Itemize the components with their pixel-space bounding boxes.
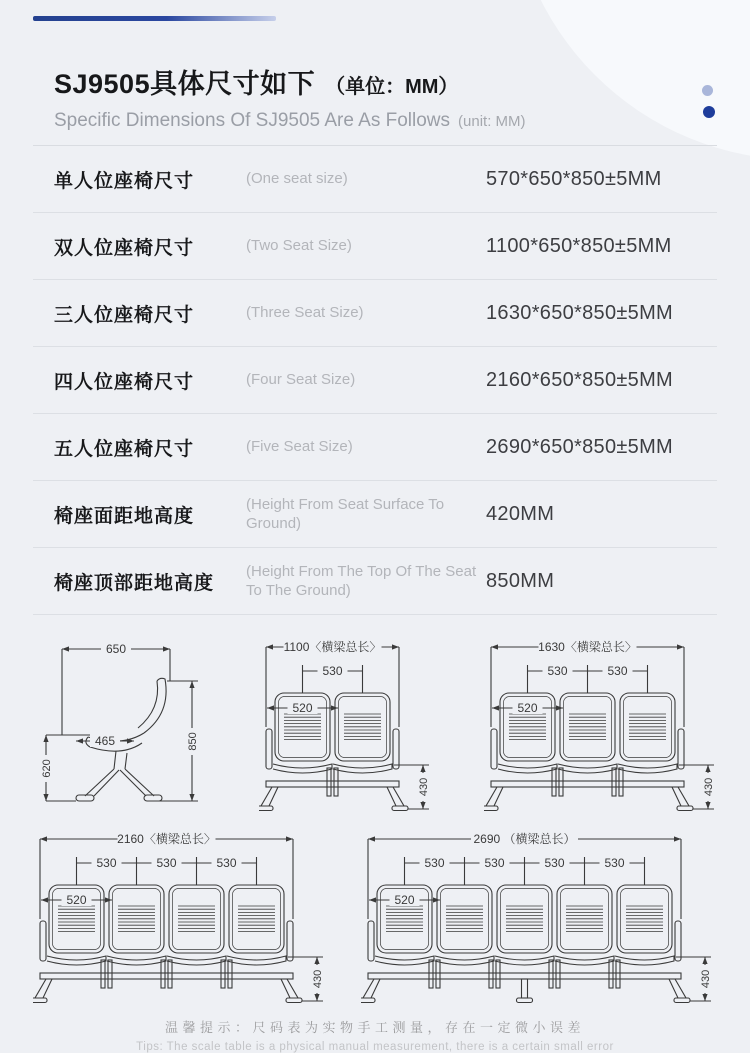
front-view-5-seat xyxy=(361,827,717,1007)
spec-label-en: (Four Seat Size) xyxy=(246,371,356,389)
seat-spacing-label: 530 xyxy=(216,856,237,870)
front-view-3-seat-svg xyxy=(484,635,720,815)
seat-width-label: 520 xyxy=(517,701,538,715)
spec-label-en: (Three Seat Size) xyxy=(246,304,364,322)
spec-value: 420MM xyxy=(486,502,555,525)
spec-value: 2690*650*850±5MM xyxy=(486,435,674,458)
seat-spacing-label: 530 xyxy=(604,856,625,870)
tip-text-zh: 温馨提示：尺码表为实物手工测量，存在一定微小误差 xyxy=(164,1020,585,1035)
total-length-label: 1630〈横梁总长〉 xyxy=(538,640,637,654)
front-view-2-seat xyxy=(259,635,435,815)
spec-label-zh: 四人位座椅尺寸 xyxy=(54,371,195,393)
spec-table-row xyxy=(33,548,717,615)
spec-label-zh: 五人位座椅尺寸 xyxy=(54,438,195,460)
spec-label-zh: 椅座顶部距地高度 xyxy=(54,572,215,594)
decorative-dot-dark xyxy=(703,106,715,118)
spec-label-en: (One seat size) xyxy=(246,170,348,188)
spec-label-en: (Height From The Top Of The Seat To The Ground) xyxy=(246,562,477,599)
leg-height-label: 430 xyxy=(700,969,713,989)
diagram-row-bottom xyxy=(0,827,750,1007)
seat-spacing-label: 530 xyxy=(484,856,505,870)
spec-value: 1100*650*850±5MM xyxy=(486,234,672,257)
page-subtitle-en: Specific Dimensions Of SJ9505 Are As Follows xyxy=(54,110,451,131)
side-view-diagram-svg xyxy=(30,635,210,815)
page-title-unit: （单位：MM） xyxy=(325,76,459,98)
front-view-4-seat xyxy=(33,827,329,1007)
spec-table-row xyxy=(33,481,717,548)
spec-table-row xyxy=(33,213,717,280)
spec-table-row xyxy=(33,146,717,213)
spec-label-en: (Two Seat Size) xyxy=(246,237,352,255)
front-view-3-seat xyxy=(484,635,720,815)
spec-label-zh: 双人位座椅尺寸 xyxy=(54,237,195,259)
spec-label-zh: 单人位座椅尺寸 xyxy=(54,170,195,192)
seat-spacing-label: 530 xyxy=(607,664,628,678)
spec-value: 850MM xyxy=(486,569,555,592)
footer-tips xyxy=(0,1017,750,1053)
decorative-dot-light xyxy=(702,85,713,96)
spec-table-row xyxy=(33,414,717,481)
seat-width-label: 520 xyxy=(66,893,87,907)
spec-table-row xyxy=(33,347,717,414)
spec-table xyxy=(33,146,717,615)
decorative-accent-bar xyxy=(33,16,276,21)
spec-value: 1630*650*850±5MM xyxy=(486,301,674,324)
seat-spacing-label: 530 xyxy=(322,664,343,678)
spec-label-zh: 三人位座椅尺寸 xyxy=(54,304,195,326)
leg-height-label: 430 xyxy=(311,969,324,989)
spec-label-en: (Five Seat Size) xyxy=(246,438,353,456)
leg-height-label: 430 xyxy=(418,777,430,797)
front-view-4-seat-svg xyxy=(33,827,329,1007)
dimension-arrows xyxy=(43,646,194,801)
seat-spacing-label: 530 xyxy=(547,664,568,678)
diagram-row-top xyxy=(0,635,750,815)
spec-value: 2160*650*850±5MM xyxy=(486,368,674,391)
spec-table-row xyxy=(33,280,717,347)
seat-spacing-label: 530 xyxy=(96,856,117,870)
seat-width-label: 520 xyxy=(292,701,313,715)
total-length-label: 1100〈横梁总长〉 xyxy=(283,640,382,654)
front-view-2-seat-svg xyxy=(259,635,435,815)
page-subtitle-unit: (unit: MM) xyxy=(458,113,526,130)
side-left-height-label: 620 xyxy=(41,759,53,778)
spec-value: 570*650*850±5MM xyxy=(486,167,662,190)
seat-width-label: 520 xyxy=(394,893,415,907)
leg-height-label: 430 xyxy=(703,777,715,797)
tip-text-en: Tips: The scale table is a physical manual measurement, there is a certain small error xyxy=(136,1041,614,1053)
spec-label-en: (Height From Seat Surface To Ground) xyxy=(246,495,445,532)
front-view-5-seat-svg xyxy=(361,827,717,1007)
total-length-label: 2160〈横梁总长〉 xyxy=(116,832,216,846)
side-right-height-label: 850 xyxy=(187,732,199,751)
header xyxy=(0,0,750,146)
page-title xyxy=(33,62,717,101)
seat-spacing-label: 530 xyxy=(156,856,177,870)
dimension-diagrams xyxy=(0,635,750,1007)
page-subtitle xyxy=(33,110,717,132)
spec-label-zh: 椅座面距地高度 xyxy=(54,505,195,527)
side-top-width-label: 650 xyxy=(105,642,127,656)
side-seat-depth-label: 465 xyxy=(94,734,116,748)
seat-spacing-label: 530 xyxy=(544,856,565,870)
total-length-label: 2690 （横梁总长） xyxy=(473,832,576,846)
page-title-zh: SJ9505具体尺寸如下 xyxy=(54,69,316,99)
seat-spacing-label: 530 xyxy=(424,856,445,870)
